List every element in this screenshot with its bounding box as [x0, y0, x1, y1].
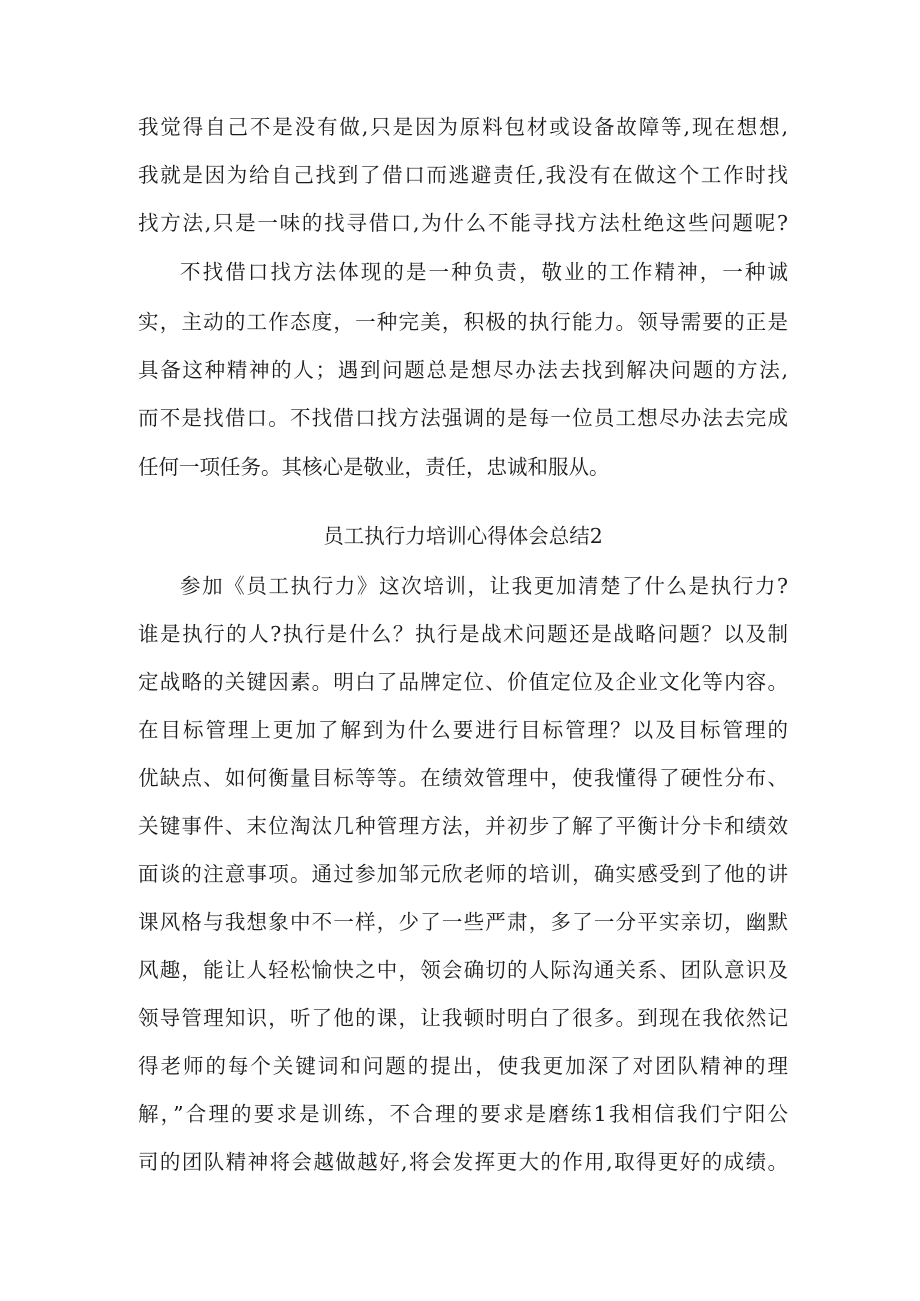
paragraph-1-line-1: 我觉得自己不是没有做,只是因为原料包材或设备故障等,现在想想,	[138, 115, 788, 139]
paragraph-3-line-11: 得老师的每个关键词和问题的提出，使我更加深了对团队精神的理	[138, 1054, 788, 1078]
section-heading: 员工执行力培训心得体会总结2	[323, 524, 603, 548]
paragraph-3-line-10: 领导管理知识，听了他的课，让我顿时明白了很多。到现在我依然记	[138, 1006, 788, 1030]
paragraph-1-line-3: 找方法,只是一味的找寻借口,为什么不能寻找方法杜绝这些问题呢?	[138, 211, 788, 235]
paragraph-3-line-6: 关键事件、末位淘汰几种管理方法，并初步了解了平衡计分卡和绩效	[138, 814, 788, 838]
paragraph-1-line-2: 我就是因为给自己找到了借口而逃避责任,我没有在做这个工作时找	[138, 163, 788, 187]
paragraph-3-line-8: 课风格与我想象中不一样，少了一些严肃，多了一分平实亲切，幽默	[138, 910, 788, 934]
paragraph-3-line-4: 在目标管理上更加了解到为什么要进行目标管理？以及目标管理的	[138, 718, 788, 742]
paragraph-3-line-9: 风趣，能让人轻松愉快之中，领会确切的人际沟通关系、团队意识及	[138, 958, 788, 982]
paragraph-2-line-4: 而不是找借口。不找借口找方法强调的是每一位员工想尽办法去完成	[138, 406, 788, 430]
paragraph-3-line-3: 定战略的关键因素。明白了品牌定位、价值定位及企业文化等内容。	[138, 670, 788, 694]
paragraph-3-line-7: 面谈的注意事项。通过参加邹元欣老师的培训，确实感受到了他的讲	[138, 862, 788, 886]
paragraph-3-line-5: 优缺点、如何衡量目标等等。在绩效管理中，使我懂得了硬性分布、	[138, 766, 788, 790]
paragraph-3-line-12: 解，”合理的要求是训练，不合理的要求是磨练1我相信我们宁阳公	[138, 1102, 788, 1126]
paragraph-2-line-5: 任何一项任务。其核心是敬业，责任，忠诚和服从。	[138, 455, 610, 479]
paragraph-2-line-2: 实，主动的工作态度，一种完美，积极的执行能力。领导需要的正是	[138, 310, 788, 334]
paragraph-3-line-1: 参加《员工执行力》这次培训，让我更加清楚了什么是执行力?	[180, 574, 788, 598]
paragraph-3-line-2: 谁是执行的人?执行是什么？执行是战术问题还是战略问题？以及制	[138, 622, 788, 646]
paragraph-2-line-3: 具备这种精神的人；遇到问题总是想尽办法去找到解决问题的方法,	[138, 358, 788, 382]
paragraph-2-line-1: 不找借口找方法体现的是一种负责，敬业的工作精神，一种诚	[180, 260, 788, 284]
paragraph-3-line-13: 司的团队精神将会越做越好,将会发挥更大的作用,取得更好的成绩。	[138, 1150, 788, 1174]
